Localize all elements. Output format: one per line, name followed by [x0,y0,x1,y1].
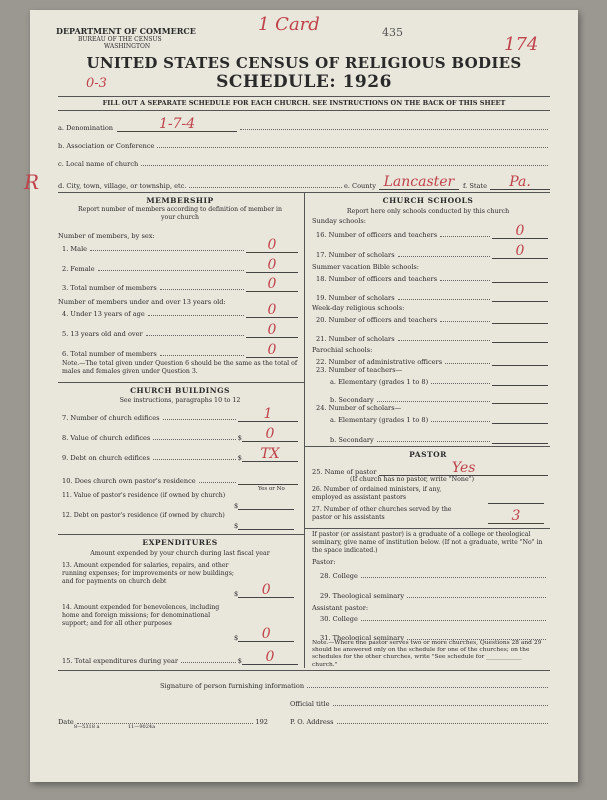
q21-row: 21. Number of scholars [316,333,548,343]
margin-mark: R [24,170,40,194]
form-instruction: FILL OUT A SEPARATE SCHEDULE FOR EACH CHURCH. SEE INSTRUCTIONS ON THE BACK OF THIS SHEET [102,99,506,107]
official-title-row: Official title [290,700,550,708]
q17-field[interactable]: 0 [492,249,548,259]
q14-label: 14. Amount expended for benevolences, including home and foreign missions; for denominational support; and for all other purposes [62,604,220,627]
sunday-schools-heading: Sunday schools: [312,217,366,225]
handwritten-code: 0-3 [86,76,107,91]
q10-field[interactable] [238,475,298,485]
pastor-heading: PASTOR [409,450,447,459]
q2-row: 2. Female 0 [62,263,298,273]
q27-label: 27. Number of other churches served by the pastor or his assistants [312,506,452,521]
membership-heading: MEMBERSHIP [146,196,214,205]
q28-row: 28. College [320,572,548,580]
q17-row: 17. Number of scholars 0 [316,249,548,259]
handwritten-number: 174 [504,34,539,55]
q8-field[interactable]: 0 [242,432,298,442]
print-code-2: 11—9024a [128,724,156,730]
county-value: Lancaster [383,174,455,190]
print-code-1: 8—5318 a [74,724,100,730]
stamp-number: 435 [382,26,403,39]
q9-row: 9. Debt on church edifices $ TX [62,452,298,462]
census-schedule-sheet [24,10,578,782]
q23-label: 23. Number of teachers— [316,366,403,374]
expenditures-subtitle: Amount expended by your church during last fiscal year [90,550,270,557]
q23a-row: a. Elementary (grades 1 to 8) [330,376,548,386]
q22-field[interactable] [492,356,548,366]
q26-field[interactable] [488,494,544,504]
association-label: b. Association or Conference [58,142,155,150]
q21-field[interactable] [492,333,548,343]
q5-field[interactable]: 0 [246,328,298,338]
q13-field[interactable]: 0 [238,588,294,598]
q14-amount: $ 0 [234,632,298,642]
address-row: P. O. Address [290,718,550,726]
q23b-row: b. Secondary [330,394,548,404]
members-by-sex-heading: Number of members, by sex: [58,232,155,240]
q26-label: 26. Number of ordained ministers, if any, employed as assistant pastors [312,486,442,501]
q3-row: 3. Total number of members 0 [62,282,298,292]
q12-field[interactable] [238,520,294,530]
q12-amount: $ [234,520,298,530]
expenditures-heading: EXPENDITURES [142,538,218,547]
q5-row: 5. 13 years old and over 0 [62,328,298,338]
q25-row: 25. Name of pastor Yes [312,466,548,476]
q4-row: 4. Under 13 years of age 0 [62,308,298,318]
form-title: UNITED STATES CENSUS OF RELIGIOUS BODIES [86,54,522,72]
city-label: d. City, town, village, or township, etc. [58,182,187,190]
q13-label: 13. Amount expended for salaries, repairs, and other running expenses; for improvements or new buildings; and for payments on church debt [62,562,234,585]
q24a-field[interactable] [492,414,548,424]
location-row [58,174,550,190]
handwritten-card-note: 1 Card [258,14,320,35]
pastor-subheading: Pastor: [312,558,336,566]
denomination-field[interactable] [117,116,237,132]
q10-row: 10. Does church own pastor's residence [62,475,298,485]
vacation-schools-heading: Summer vacation Bible schools: [312,263,420,271]
county-label: e. County [343,182,376,190]
q15-field[interactable]: 0 [242,655,298,665]
date-row: Date 192 [58,718,268,726]
buildings-subtitle: See instructions, paragraphs 10 to 12 [119,397,241,404]
q18-row: 18. Number of officers and teachers [316,273,548,283]
q14-field[interactable]: 0 [238,632,294,642]
q7-field[interactable]: 1 [238,412,298,422]
bureau-name: BUREAU OF THE CENSUS [78,36,162,43]
q11-field[interactable] [238,500,294,510]
q16-field[interactable]: 0 [492,229,548,239]
yes-no-hint: Yes or No [258,486,285,492]
members-by-age-heading: Number of members under and over 13 years old: [58,298,226,306]
q24b-row: b. Secondary [330,434,548,444]
local-name-label: c. Local name of church [58,160,139,168]
q4-field[interactable]: 0 [246,308,298,318]
q19-field[interactable] [492,292,548,302]
pastor-note: Note.—Where one pastor serves two or more churches, Questions 28 and 29 should be answered only on the schedule for one of the churches; on the schedules for the other churches, write "See schedule for ____________ church." [312,640,542,668]
county-field[interactable] [379,174,459,190]
q11-label: 11. Value of pastor's residence (if owned by church) [62,492,226,499]
q30-row: 30. College [320,615,548,623]
q20-field[interactable] [492,314,548,324]
schools-subtitle: Report here only schools conducted by this church [346,208,510,215]
q19-row: 19. Number of scholars [316,292,548,302]
q12-label: 12. Debt on pastor's residence (if owned by church) [62,512,225,519]
q15-row: 15. Total expenditures during year $ 0 [62,655,298,665]
q18-field[interactable] [492,273,548,283]
department-name: DEPARTMENT OF COMMERCE [56,26,196,36]
q11-amount: $ [234,500,298,510]
q2-field[interactable]: 0 [246,263,298,273]
q24a-row: a. Elementary (grades 1 to 8) [330,414,548,424]
q25-note: (If church has no pastor, write "None") [350,476,475,483]
q29-row: 29. Theological seminary [320,592,548,600]
bureau-city: WASHINGTON [104,43,151,50]
q23b-field[interactable] [492,394,548,404]
weekday-schools-heading: Week-day religious schools: [312,304,405,312]
q24b-field[interactable] [492,434,548,444]
state-field[interactable] [490,174,550,190]
q3-field[interactable]: 0 [246,282,298,292]
q6-row: 6. Total number of members 0 [62,348,298,358]
denomination-label: a. Denomination [58,124,114,132]
state-value: Pa. [509,174,531,190]
q7-row: 7. Number of church edifices 1 [62,412,298,422]
q1-field[interactable]: 0 [246,243,298,253]
schedule-title: SCHEDULE: 1926 [216,72,392,92]
signature-row: Signature of person furnishing information [160,682,550,690]
q13-amount: $ 0 [234,588,298,598]
membership-note: Note.—The total given under Question 6 should be the same as the total of males and females given under Question 3. [62,360,298,375]
q6-field[interactable]: 0 [246,348,298,358]
q25-field[interactable]: Yes [379,466,548,476]
denomination-row [58,116,550,132]
q1-row: 1. Male 0 [62,243,298,253]
q8-row: 8. Value of church edifices $ 0 [62,432,298,442]
assistant-subheading: Assistant pastor: [312,604,369,612]
schools-heading: CHURCH SCHOOLS [382,196,474,205]
denomination-value: 1-7-4 [158,116,196,132]
local-name-row [58,160,550,168]
q9-field[interactable]: TX [242,452,298,462]
graduate-instruction: If pastor (or assistant pastor) is a graduate of a college or theological seminary, give name of institution below. (If not a graduate, write "No" in the space indicated.) [312,531,543,554]
q16-row: 16. Number of officers and teachers 0 [316,229,548,239]
state-label: f. State [462,182,487,190]
association-row [58,142,550,150]
q31-row: 31. Theological seminary [320,634,548,642]
buildings-heading: CHURCH BUILDINGS [130,386,230,395]
q20-row: 20. Number of officers and teachers [316,314,548,324]
q27-field[interactable]: 3 [488,514,544,524]
q23a-field[interactable] [492,376,548,386]
q24-label: 24. Number of scholars— [316,404,402,412]
q22-row: 22. Number of administrative officers [316,356,548,366]
membership-subtitle: Report number of members according to definition of member in your church [78,206,282,221]
parochial-schools-heading: Parochial schools: [312,346,373,354]
